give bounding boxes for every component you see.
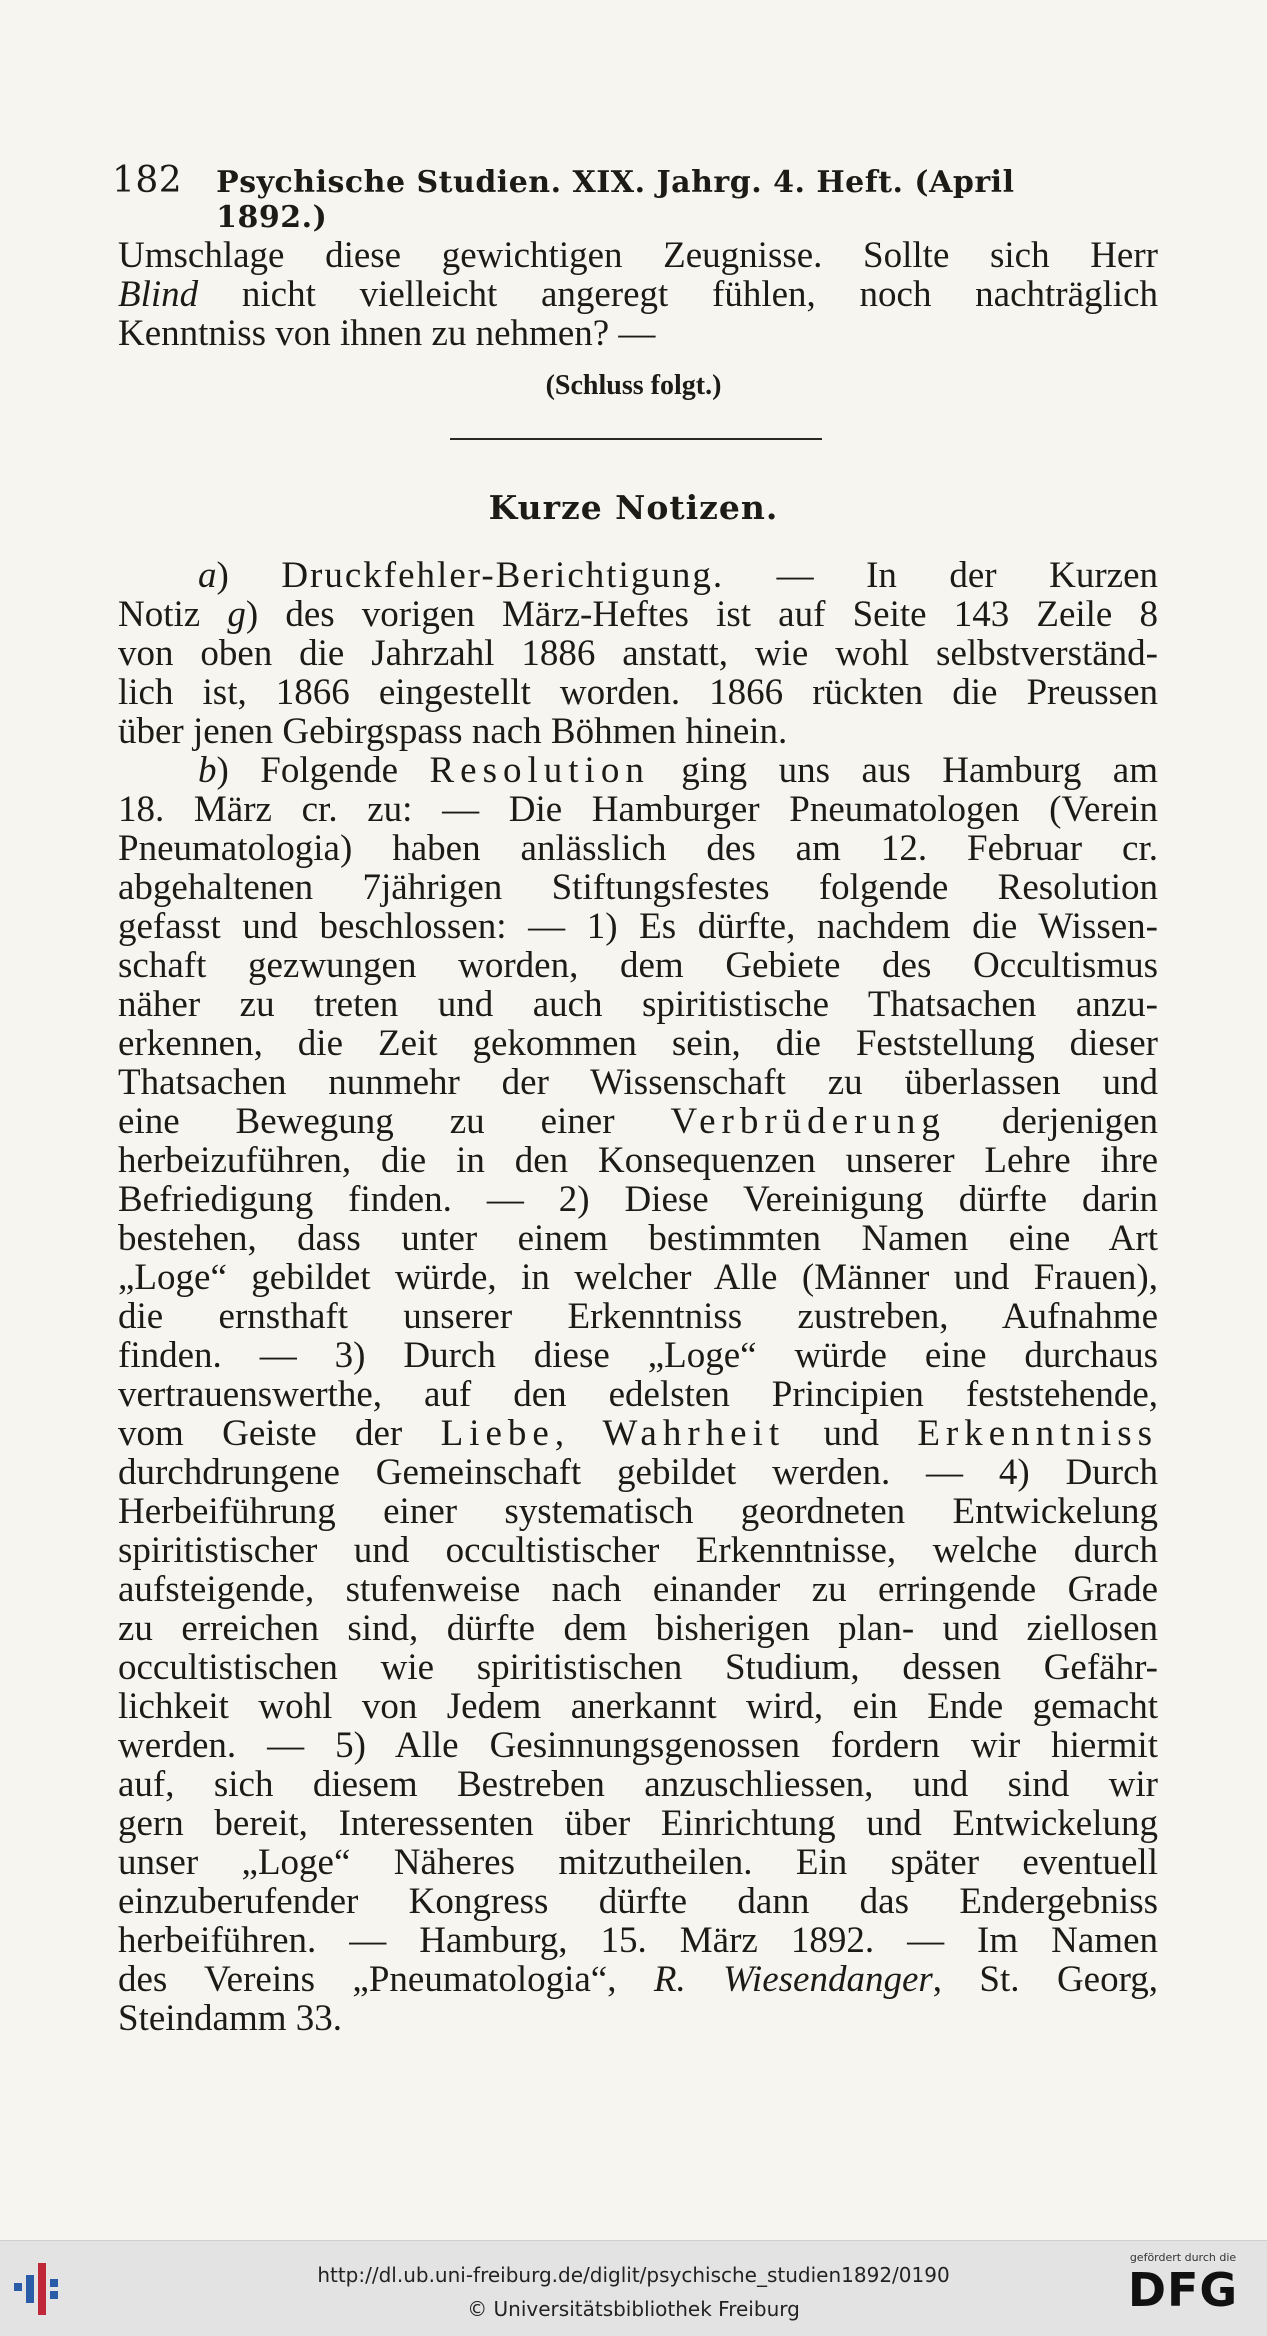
signatory-name: R. Wiesendanger — [653, 1959, 933, 2000]
note-b-line: zu erreichen sind, dürfte dem bisherigen plan- und ziellosen — [118, 1608, 1158, 1649]
notes-body — [118, 556, 1158, 2038]
note-b-line: lichkeit wohl von Jedem anerkannt wird, ein Ende gemacht — [118, 1686, 1158, 1727]
note-b-line: eine Bewegung zu einer Verbrüderung derjenigen — [118, 1101, 1158, 1142]
note-b-line: abgehaltenen 7jährigen Stiftungsfestes folgende Resolution — [118, 867, 1158, 908]
sponsor-caption: gefördert durch die — [1129, 2251, 1237, 2264]
note-b-line: durchdrungene Gemeinschaft gebildet werden. — 4) Durch — [118, 1452, 1158, 1493]
note-b-line: finden. — 3) Durch diese „Loge“ würde eine durchaus — [118, 1335, 1158, 1376]
note-a-line: Notiz g) des vorigen März-Heftes ist auf Seite 143 Zeile 8 — [118, 594, 1159, 635]
page-number: 182 — [112, 160, 183, 201]
note-b-line: näher zu treten und auch spiritistische Thatsachen anzu- — [118, 984, 1158, 1025]
note-a-heading: Druckfehler-Berichtigung. — [281, 555, 725, 596]
closing-note: (Schluss folgt.) — [545, 370, 722, 401]
note-b-line: erkennen, die Zeit gekommen sein, die Feststellung dieser — [118, 1023, 1158, 1064]
dfg-logo — [1113, 2251, 1253, 2331]
note-b-line: die ernsthaft unserer Erkenntniss zustreben, Aufnahme — [118, 1296, 1158, 1337]
note-b-line: gern bereit, Interessenten über Einrichtung und Entwickelung — [118, 1803, 1158, 1844]
note-b-line: aufsteigende, stufenweise nach einander zu erringende Grade — [118, 1569, 1158, 1610]
note-a-line: a) Druckfehler-Berichtigung. — In der Kurzen — [198, 555, 1159, 596]
note-b-line: auf, sich diesem Bestreben anzuschliessen, und sind wir — [118, 1764, 1158, 1805]
intro-paragraph — [118, 236, 1158, 353]
intro-line: Umschlage diese gewichtigen Zeugnisse. Sollte sich Herr — [118, 235, 1158, 276]
note-b-line: vertrauenswerthe, auf den edelsten Principien feststehende, — [118, 1374, 1158, 1415]
source-url[interactable]: http://dl.ub.uni-freiburg.de/diglit/psychische_studien1892/0190 — [317, 2263, 950, 2287]
note-b-line: 18. März cr. zu: — Die Hamburger Pneumatologen (Verein — [118, 789, 1158, 830]
intro-line: Kenntniss von ihnen zu nehmen? — — [118, 313, 656, 354]
note-b-line: herbeiführen. — Hamburg, 15. März 1892. — Im Namen — [118, 1920, 1158, 1961]
note-b-line: werden. — 5) Alle Gesinnungsgenossen fordern wir hiermit — [118, 1725, 1158, 1766]
note-b-line: herbeizuführen, die in den Konsequenzen unserer Lehre ihre — [118, 1140, 1158, 1181]
note-b-line: „Loge“ gebildet würde, in welcher Alle (Männer und Frauen), — [118, 1257, 1158, 1298]
note-b-lines — [118, 790, 1158, 1102]
note-b-lines — [118, 1453, 1158, 1960]
note-a-line: lich ist, 1866 eingestellt worden. 1866 rückten die Preussen — [118, 672, 1158, 713]
copyright-text: © Universitätsbibliothek Freiburg — [467, 2297, 800, 2321]
note-b-line: Pneumatologia) haben anlässlich des am 12. Februar cr. — [118, 828, 1158, 869]
note-b-line: vom Geiste der Liebe, Wahrheit und Erkenntniss — [118, 1413, 1159, 1454]
note-b-line: einzuberufender Kongress dürfte dann das Endergebniss — [118, 1881, 1158, 1922]
note-b-line: occultistischen wie spiritistischen Studium, dessen Gefähr- — [118, 1647, 1158, 1688]
note-a-line: über jenen Gebirgspass nach Böhmen hinein. — [118, 711, 788, 752]
note-b-line: spiritistischer und occultistischer Erkenntnisse, welche durch — [118, 1530, 1158, 1571]
note-b-line: Befriedigung finden. — 2) Diese Vereinigung dürfte darin — [118, 1179, 1158, 1220]
note-b-line: Steindamm 33. — [118, 1998, 343, 2039]
note-b-line: schaft gezwungen worden, dem Gebiete des Occultismus — [118, 945, 1158, 986]
note-b-line: bestehen, dass unter einem bestimmten Namen eine Art — [118, 1218, 1158, 1259]
intro-line: Blind nicht vielleicht angeregt fühlen, noch nachträglich — [118, 274, 1158, 315]
note-b-line: b) Folgende Resolution ging uns aus Hamburg am — [198, 750, 1158, 791]
running-title: Psychische Studien. XIX. Jahrg. 4. Heft. (April 1892.) — [216, 165, 1015, 235]
note-b-line: gefasst und beschlossen: — 1) Es dürfte, nachdem die Wissen- — [118, 906, 1158, 947]
note-b-line: Thatsachen nunmehr der Wissenschaft zu überlassen und — [118, 1062, 1158, 1103]
note-a-line: von oben die Jahrzahl 1886 anstatt, wie wohl selbstverständ- — [118, 633, 1158, 674]
person-name: Blind — [118, 274, 199, 315]
section-divider — [450, 438, 822, 440]
footer-bar — [0, 2240, 1267, 2336]
note-b-line: des Vereins „Pneumatologia“, R. Wiesendanger, St. Georg, — [118, 1959, 1158, 2000]
note-b-lines — [118, 1141, 1158, 1414]
note-b-line: Herbeiführung einer systematisch geordneten Entwickelung — [118, 1491, 1158, 1532]
section-title: Kurze Notizen. — [488, 488, 779, 527]
running-header — [112, 160, 1072, 235]
dfg-wordmark: DFG — [1127, 2263, 1239, 2317]
note-b-line: unser „Loge“ Näheres mitzutheilen. Ein später eventuell — [118, 1842, 1158, 1883]
